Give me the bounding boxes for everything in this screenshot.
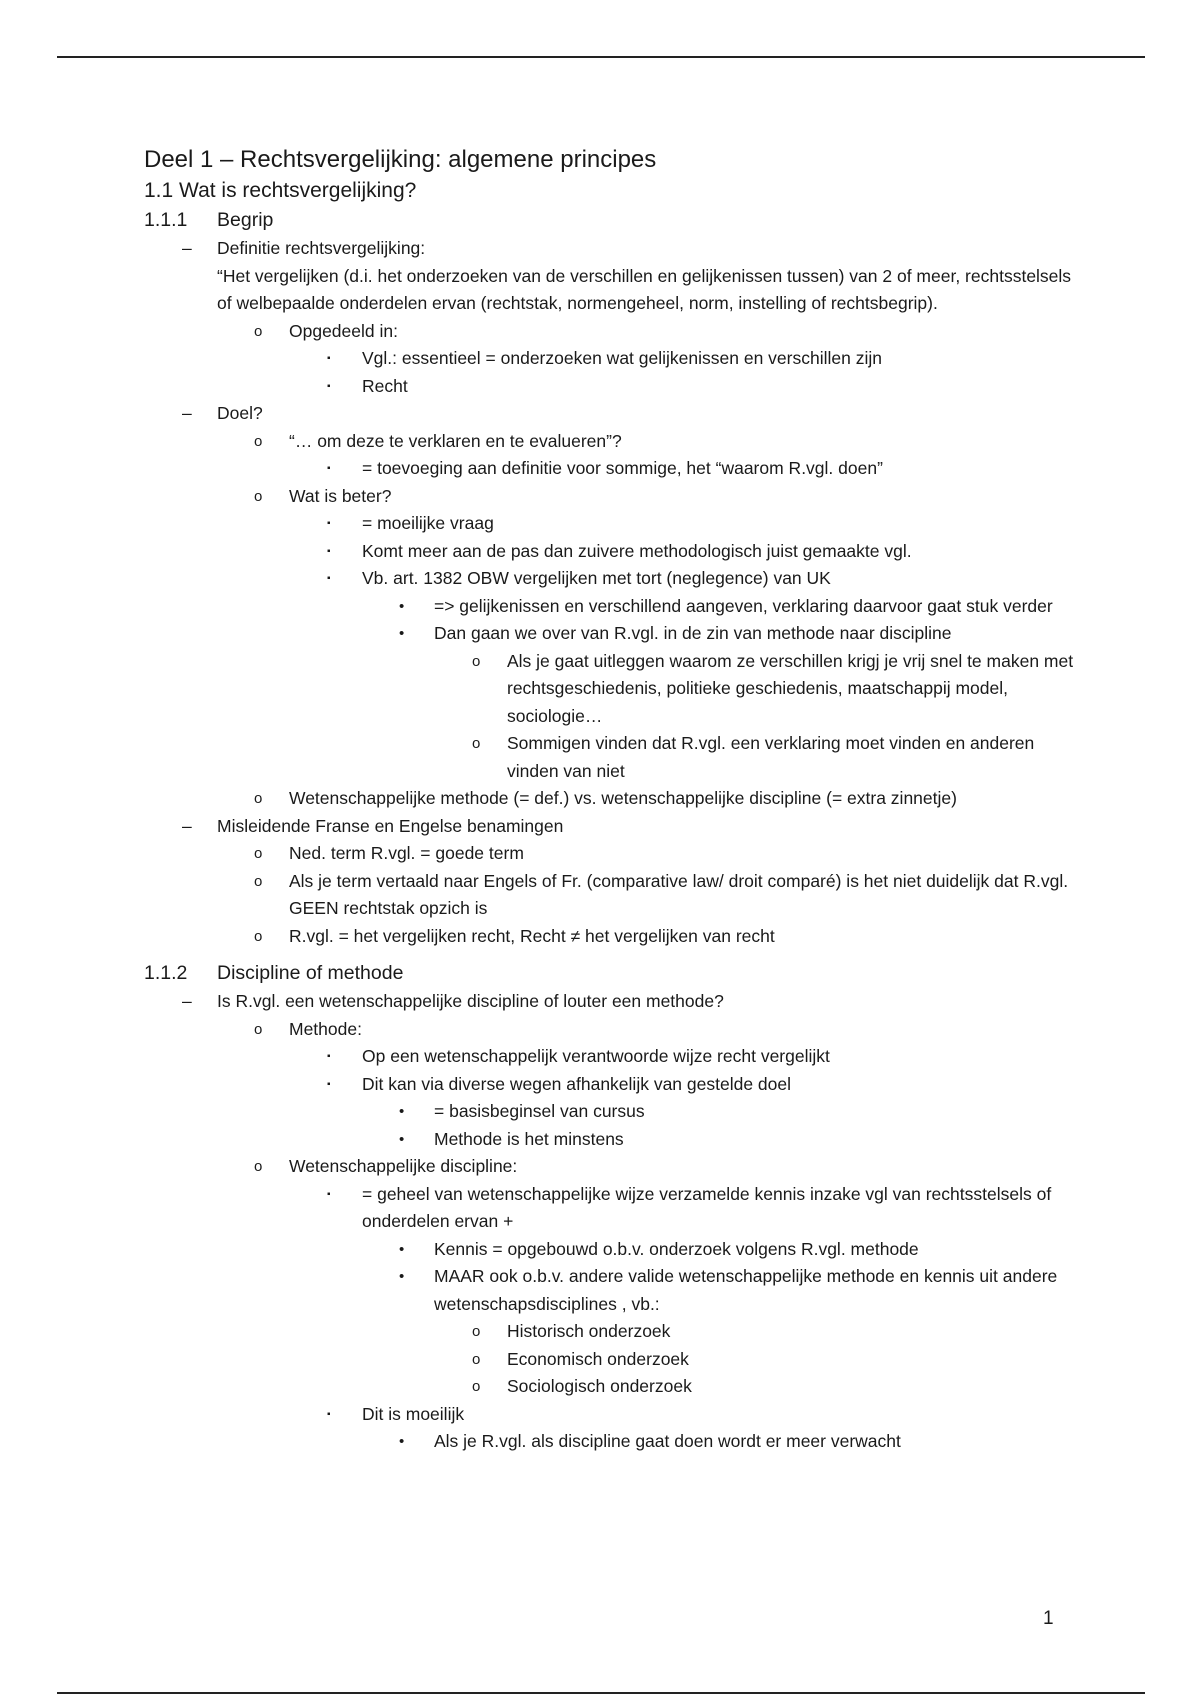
list-item [144,1098,1074,1126]
list-item [144,565,1074,593]
list-level-3 [144,510,1074,593]
list-item-text: Ned. term R.vgl. = goede term [289,843,524,863]
list-item-text: Sociologisch onderzoek [507,1376,692,1396]
list-item-text: Methode is het minstens [434,1128,624,1149]
list-item-text: Komt meer aan de pas dan zuivere methodologisch juist gemaakte vgl. [362,540,912,561]
subsection-heading-begrip [144,206,1074,235]
list-item-text: Op een wetenschappelijk verantwoorde wijze recht vergelijkt [362,1046,830,1066]
list-item [144,648,1074,731]
list-level-3 [144,1181,1074,1236]
list-item [144,1153,1074,1181]
list-item-text: Is R.vgl. een wetenschappelijke discipline of louter een methode? [217,991,724,1011]
list-item [144,235,1074,318]
square-bullet: ▪ [327,463,331,474]
list-item-text: Vb. art. 1382 OBW vergelijken met tort (neglegence) van UK [362,568,831,588]
subsection-title: Discipline of methode [217,962,404,984]
list-item-text: = toevoeging aan definitie voor sommige, het “waarom R.vgl. doen” [362,458,883,478]
list-item [144,538,1074,566]
list-item [144,730,1074,785]
part-heading: Deel 1 – Rechtsvergelijking: algemene principes [144,146,657,173]
list-item [144,1263,1074,1318]
circle-bullet: o [254,845,263,862]
list-item [144,868,1074,923]
list-item [144,510,1074,538]
list-item [144,1181,1074,1236]
circle-bullet: o [254,1158,263,1175]
circle-bullet: o [254,790,263,807]
list-item-text: Dan gaan we over van R.vgl. in de zin van methode naar discipline [434,623,952,643]
footer-rule [57,1692,1145,1694]
header-rule [57,56,1145,58]
dash-bullet: – [182,403,192,423]
square-bullet: ▪ [327,1408,331,1420]
square-bullet: ▪ [327,380,331,392]
list-item-text: Kennis = opgebouwd o.b.v. onderzoek volgens R.vgl. methode [434,1238,919,1259]
square-bullet: ▪ [327,545,331,557]
circle-bullet: o [472,1378,481,1395]
list-item-text: Methode: [289,1018,362,1039]
list-item [144,483,1074,511]
list-level-2 [144,1153,1074,1181]
list-item [144,620,1074,648]
list-item [144,1236,1074,1264]
dash-bullet: – [182,238,192,258]
list-item-text: Wetenschappelijke discipline: [289,1156,518,1176]
circle-bullet: o [254,322,263,340]
list-item [144,1346,1074,1374]
list-level-3 [144,455,1074,483]
list-item [144,428,1074,456]
list-item [144,1071,1074,1099]
list-item-text: Vgl.: essentieel = onderzoeken wat gelijkenissen en verschillen zijn [362,348,882,368]
list-item [144,373,1074,401]
list-item-text: Sommigen vinden dat R.vgl. een verklaring moet vinden en anderen vinden van niet [507,733,1035,781]
list-item [144,1373,1074,1401]
dot-bullet: • [399,625,405,642]
list-level-5 [144,1318,1074,1401]
list-item [144,813,1074,841]
subsection-heading-discipline [144,959,1074,988]
list-item-text: Dit is moeilijk [362,1403,465,1424]
list-level-2 [144,318,1074,346]
list-item [144,1401,1074,1429]
list-level-2 [144,483,1074,511]
square-bullet: ▪ [327,353,331,364]
list-item [144,1043,1074,1071]
subsection-number: 1.1.1 [144,209,188,231]
list-item-text: Doel? [217,403,263,423]
square-bullet: ▪ [327,1051,331,1062]
circle-bullet: o [254,432,263,450]
subsection-title: Begrip [217,209,274,231]
list-item-text: Wat is beter? [289,485,392,506]
square-bullet: ▪ [327,1078,331,1090]
circle-bullet: o [472,652,481,670]
list-item [144,988,1074,1016]
list-level-1 [144,813,1074,841]
list-level-3 [144,345,1074,400]
page-number: 1 [1043,1608,1054,1629]
list-item-text: = moeilijke vraag [362,513,494,533]
list-level-4 [144,1236,1074,1319]
dot-bullet: • [399,1103,405,1120]
list-item [144,455,1074,483]
list-item-text: Als je R.vgl. als discipline gaat doen wordt er meer verwacht [434,1431,901,1451]
list-level-2 [144,428,1074,456]
list-item-text: “… om deze te verklaren en te evalueren”? [289,430,622,451]
list-item [144,593,1074,621]
dash-bullet: – [182,991,192,1011]
list-level-3 [144,1043,1074,1098]
list-item-text: Opgedeeld in: [289,320,398,341]
list-item-text: Als je gaat uitleggen waarom ze verschillen krigj je vrij snel te maken met rechtsgeschiedenis, politieke geschiedenis, maatschappij model, sociologie… [507,650,1074,726]
section-heading: 1.1 Wat is rechtsvergelijking? [144,179,417,202]
list-item [144,318,1074,346]
list-item [144,1126,1074,1154]
list-item-text: Historisch onderzoek [507,1321,671,1341]
document-body [144,143,1074,1456]
square-bullet: ▪ [327,518,331,529]
circle-bullet: o [254,927,263,945]
list-item-text: Wetenschappelijke methode (= def.) vs. wetenschappelijke discipline (= extra zinnetje) [289,788,957,808]
list-item-text: Dit kan via diverse wegen afhankelijk van gestelde doel [362,1073,792,1094]
dot-bullet: • [399,1130,405,1148]
list-item-text: R.vgl. = het vergelijken recht, Recht ≠ het vergelijken van recht [289,925,775,946]
circle-bullet: o [254,872,263,890]
circle-bullet: o [472,1350,481,1368]
list-level-1 [144,235,1074,318]
circle-bullet: o [254,487,263,505]
dot-bullet: • [399,1268,405,1285]
list-item [144,923,1074,951]
definition-quote: “Het vergelijken (d.i. het onderzoeken van de verschillen en gelijkenissen tussen) van 2 of meer, rechtsstelsels of welbepaalde onderdelen ervan (rechtstak, normengeheel, norm, instelling of rechtsbegrip). [217,265,1072,313]
circle-bullet: o [254,1020,263,1038]
list-item [144,1016,1074,1044]
square-bullet: ▪ [327,1188,331,1200]
list-item-text: Recht [362,375,408,396]
list-item [144,1428,1074,1456]
list-item-text: Economisch onderzoek [507,1348,689,1369]
dot-bullet: • [399,597,405,615]
list-item [144,840,1074,868]
list-item-text: Definitie rechtsvergelijking: [217,238,426,258]
list-level-1 [144,988,1074,1016]
list-item-text: Als je term vertaald naar Engels of Fr. (comparative law/ droit comparé) is het niet duidelijk dat R.vgl. GEEN rechtstak opzich is [289,870,1069,918]
subsection-number: 1.1.2 [144,962,188,984]
list-level-2 [144,840,1074,950]
dot-bullet: • [399,1240,405,1258]
circle-bullet: o [472,1323,481,1340]
square-bullet: ▪ [327,573,331,584]
list-level-4 [144,1428,1074,1456]
circle-bullet: o [472,735,481,752]
list-item [144,1318,1074,1346]
list-level-5 [144,648,1074,786]
dash-bullet: – [182,815,192,836]
list-level-4 [144,593,1074,648]
list-item [144,785,1074,813]
list-item-text: Misleidende Franse en Engelse benamingen [217,815,564,836]
list-level-2 [144,785,1074,813]
list-item-text: MAAR ook o.b.v. andere valide wetenschappelijke methode en kennis uit andere wetenschapsdisciplines , vb.: [434,1266,1058,1314]
list-level-2 [144,1016,1074,1044]
list-level-4 [144,1098,1074,1153]
list-item-text: = basisbeginsel van cursus [434,1101,645,1121]
list-level-3 [144,1401,1074,1429]
list-item [144,345,1074,373]
dot-bullet: • [399,1433,405,1450]
list-item-text: => gelijkenissen en verschillend aangeven, verklaring daarvoor gaat stuk verder [434,595,1053,616]
list-item [144,400,1074,428]
list-item-text: = geheel van wetenschappelijke wijze verzamelde kennis inzake vgl van rechtsstelsels of onderdelen ervan + [362,1183,1052,1231]
list-level-1 [144,400,1074,428]
